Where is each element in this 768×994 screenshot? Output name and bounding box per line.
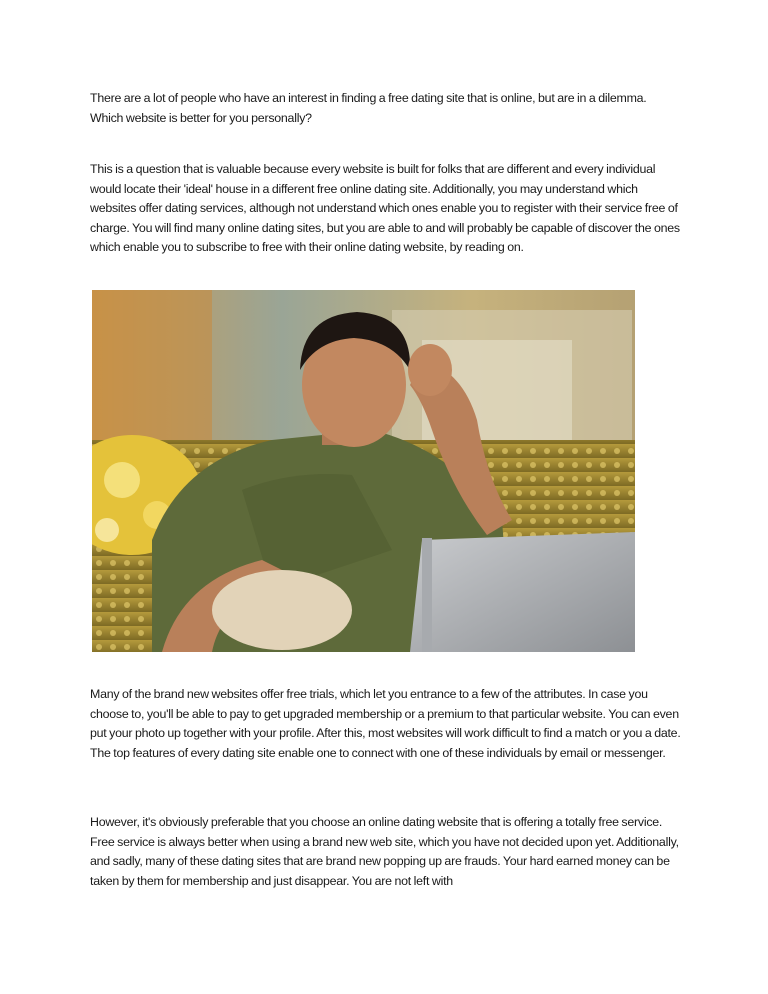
paragraph-free-service: However, it's obviously preferable that you choose an online dating website that is offering a totally free service. Free service is always better when using a brand new web site, which you have not decided upon yet. Additionally, and sadly, many of these dating sites that are brand new popping up are frauds. Your hard earned money can be taken by them for membership and just disappear. You are not left with xyxy=(90,815,679,888)
photo-man-with-laptop xyxy=(92,290,635,652)
paragraph-intro: There are a lot of people who have an interest in finding a free dating site that is online, but are in a dilemma. Which website is better for you personally? xyxy=(90,91,647,125)
paragraph-question: This is a question that is valuable because every website is built for folks that are different and every individual would locate their 'ideal' house in a different free online dating site. Additionally, you may understand which websites offer dating services, although not understand which ones enable you to register with their service free of charge. You will find many online dating sites, but you are able to and will probably be capable of discover the ones which enable you to subscribe to free with their online dating website, by reading on. xyxy=(90,162,680,255)
paragraph-free-trials: Many of the brand new websites offer free trials, which let you entrance to a few of the attributes. In case you choose to, you'll be able to pay to get upgraded membership or a premium to that particular website. You can even put your photo up together with your profile. After this, most websites will work difficult to find a match or you a date. The top features of every dating site enable one to connect with one of these individuals by email or messenger. xyxy=(90,687,681,760)
